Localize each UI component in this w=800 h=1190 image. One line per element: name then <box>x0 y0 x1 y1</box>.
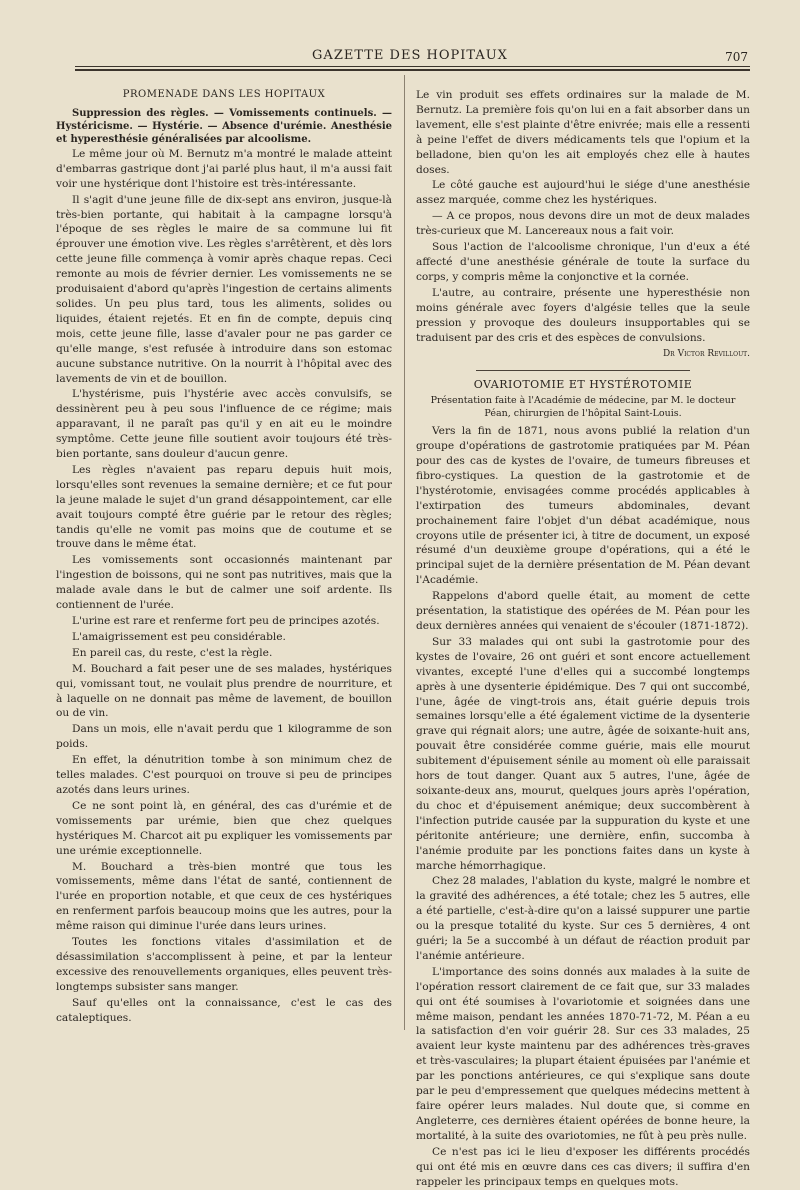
header-rule <box>75 66 750 67</box>
paragraph: Le même jour où M. Bernutz m'a montré le malade atteint d'embarras gastrique dont j'ai parlé plus haut, il m'a aussi fait voir une hystérique dont l'histoire est très-intéressante. <box>56 147 392 190</box>
paragraph: Chez 28 malades, l'ablation du kyste, malgré le nombre et la gravité des adhérences, a été totale; chez les 5 autres, elle a été partielle, c'est-à-dire qu'on a laissé suppurer une partie ou la presque totalité du kyste. Sur ces 5 dernières, 4 ont guéri; la 5e a succombé à un défaut de réaction produit par l'anémie antérieure. <box>416 875 750 962</box>
journal-title: GAZETTE DES HOPITAUX <box>312 48 508 63</box>
paragraph: Le vin produit ses effets ordinaires sur la malade de M. Bernutz. La première fois qu'on lui en a fait absorber dans un lavement, elle s'est plainte d'être enivrée; mais elle a ressenti à peine l'effet de divers médicaments tels que l'opium et la belladone, bien qu'on les ait employés chez elle à hautes doses. <box>416 89 750 176</box>
paragraph: Les vomissements sont occasionnés maintenant par l'ingestion de boissons, qui ne sont pas nutritives, mais que la malade avale dans le but de calmer une soif ardente. Ils contiennent de l'urée. <box>56 554 392 612</box>
paragraph: M. Bouchard a fait peser une de ses malades, hystériques qui, vomissant tout, ne voulait plus prendre de nourriture, et à laquelle on ne donnait pas même de lavement, de bouillon ou de vin. <box>56 662 392 720</box>
paragraph: Sous l'action de l'alcoolisme chronique, l'un d'eux a été affecté d'une anesthésie générale de toute la surface du corps, y compris même la conjonctive et la cornée. <box>416 241 750 283</box>
right-column <box>416 88 750 1190</box>
paragraph: L'amaigrissement est peu considérable. <box>72 630 286 643</box>
paragraph: Le côté gauche est aujourd'hui le siége d'une anesthésie assez marquée, comme chez les hystériques. <box>416 179 750 207</box>
paragraph: — A ce propos, nous devons dire un mot de deux malades très-curieux que M. Lancereaux nous a fait voir. <box>416 210 750 238</box>
paragraph: Ce ne sont point là, en général, des cas d'urémie et de vomissements par urémie, bien que chez quelques hystériques M. Charcot ait pu expliquer les vomissements par une urémie exceptionnelle. <box>56 799 392 857</box>
section-separator <box>416 364 750 376</box>
paragraph: Sur 33 malades qui ont subi la gastrotomie pour des kystes de l'ovaire, 26 ont guéri et sont encore actuellement vivantes, excepté l'une d'elles qui a succombé longtemps après à une dysenterie épidémique. Des 7 qui ont succombé, l'une, âgée de vingt-trois ans, était guérie depuis trois semaines lorsqu'elle a été également victime de la dysenterie grave qui régnait alors; une autre, âgée de soixante-huit ans, pouvait être considérée comme guérie, mais elle mourut subitement d'épuisement sénile au moment où elle paraissait hors de tout danger. Quant aux 5 autres, l'une, âgée de soixante-deux ans, mourut, quelques jours après l'opération, du choc et d'épuisement anémique; deux succombèrent à l'infection putride causée par la suppuration du kyste et une péritonite antérieure; une dernière, enfin, succomba à l'anémie produite par les ponctions faites dans un kyste à marche hémorrhagique. <box>416 635 750 872</box>
section-byline: Présentation faite à l'Académie de médecine, par M. le docteur Péan, chirurgien de l'hôpital Saint-Louis. <box>430 395 736 419</box>
paragraph: Rappelons d'abord quelle était, au moment de cette présentation, la statistique des opérées de M. Péan pour les deux dernières années qui venaient de s'écouler (1871-1872). <box>416 590 750 632</box>
column-divider <box>404 75 405 1030</box>
header-rule-thick <box>75 69 750 71</box>
paragraph: Les règles n'avaient pas reparu depuis huit mois, lorsqu'elles sont revenues la semaine dernière; et ce fut pour la jeune malade le sujet d'un grand désappointement, car elle avait toujours compté être guérie par le retour des règles; tandis qu'elle ne vomit pas moins que de coutume et se trouve dans le même état. <box>56 463 392 551</box>
paragraph: Toutes les fonctions vitales d'assimilation et de désassimilation s'accomplissent à peine, et par la lenteur excessive des renouvellements organiques, elles peuvent très-longtemps subsister sans manger. <box>56 936 392 993</box>
section-title: PROMENADE DANS LES HOPITAUX <box>122 89 326 100</box>
section-title: OVARIOTOMIE ET HYSTÉROTOMIE <box>473 378 693 392</box>
left-column <box>56 88 392 1026</box>
paragraph: L'hystérisme, puis l'hystérie avec accès convulsifs, se dessinèrent peu à peu sous l'influence de ce régime; mais apparavant, il ne paraît pas qu'il y en ait eu le moindre symptôme. Cette jeune fille soutient avoir toujours été très-bien portante, sans douleur d'aucun genre. <box>56 388 392 461</box>
paragraph: En effet, la dénutrition tombe à son minimum chez de telles malades. C'est pourquoi on trouve si peu de principes azotés dans leurs urines. <box>56 754 392 796</box>
paragraph: Sauf qu'elles ont la connaissance, c'est le cas des cataleptiques. <box>56 996 392 1024</box>
paragraph: Vers la fin de 1871, nous avons publié la relation d'un groupe d'opérations de gastrotomie pratiquées par M. Péan pour des cas de kystes de l'ovaire, de tumeurs fibreuses et fibro-cystiques. La question de la gastrotomie et de l'hystérotomie, envisagées comme procédés applicables à l'extirpation des tumeurs abdominales, devant prochainement faire l'objet d'un débat académique, nous croyons utile de présenter ici, à titre de document, un exposé résumé d'un deuxième groupe d'opérations, qui a été le principal sujet de la dernière présentation de M. Péan devant l'Académie. <box>416 425 750 587</box>
author-signature: Dr Victor Revillout. <box>662 349 750 360</box>
paragraph: L'urine est rare et renferme fort peu de principes azotés. <box>72 615 380 627</box>
paragraph: En pareil cas, du reste, c'est la règle. <box>72 646 273 659</box>
paragraph: L'autre, au contraire, présente une hyperesthésie non moins générale avec foyers d'algésie telles que la seule pression y provoque des douleurs insupportables qui se traduisent par des cris et des espèces de convulsions. <box>416 286 750 344</box>
page-number: 707 <box>725 50 748 64</box>
paragraph: Il s'agit d'une jeune fille de dix-sept ans environ, jusque-là très-bien portante, qui habitait à la campagne lorsqu'à l'époque de ses règles le maire de sa commune lui fit éprouver une émotion vive. Les règles s'arrêtèrent, et dès lors cette jeune fille commença à vomir après chaque repas. Ceci remonte au mois de février dernier. Les vomissements ne se produisaient d'abord qu'après l'ingestion de certains aliments solides. Un peu plus tard, tous les aliments, solides ou liquides, étaient rejetés. Et en fin de compte, depuis cinq mois, cette jeune fille, lasse d'avaler pour ne pas garder ce qu'elle mange, s'est refusée à introduire dans son estomac aucune substance nutritive. On la nourrit à l'hôpital avec des lavements de vin et de bouillon. <box>56 193 392 385</box>
paragraph: M. Bouchard a très-bien montré que tous les vomissements, même dans l'état de santé, contiennent de l'urée en proportion notable, et que ceux de ces hystériques en renferment parfois beaucoup moins que les autres, pour la même raison qui diminue l'urée dans leurs urines. <box>56 860 392 933</box>
paragraph: L'importance des soins donnés aux malades à la suite de l'opération ressort clairement de ce fait que, sur 33 malades qui ont été soumises à l'ovariotomie et soignées dans une même maison, pendant les années 1870-71-72, M. Péan a eu la satisfaction d'en voir guérir 28. Sur ces 33 malades, 25 avaient leur kyste maintenu par des adhérences très-graves et très-vasculaires; la plupart étaient épuisées par l'anémie et par les ponctions antérieures, ce qui s'explique sans doute par le peu d'empressement que quelques médecins mettent à faire opérer leurs malades. Nul doute que, si comme en Angleterre, ces dernières étaient opérées de bonne heure, la mortalité, à la suite des ovariotomies, ne fût à peu près nulle. <box>416 965 750 1142</box>
page-header <box>60 44 760 66</box>
paragraph: Ce n'est pas ici le lieu d'exposer les différents procédés qui ont été mis en œuvre dans ces cas divers; il suffira d'en rappeler les principaux temps en quelques mots. <box>416 1145 750 1188</box>
article-summary: Suppression des règles. — Vomissements continuels. — Hystéricisme. — Hystérie. — Absence d'urémie. Anesthésie et hyperesthésie généralisées par alcoolisme. <box>56 107 392 145</box>
paragraph: Dans un mois, elle n'avait perdu que 1 kilogramme de son poids. <box>56 723 392 751</box>
